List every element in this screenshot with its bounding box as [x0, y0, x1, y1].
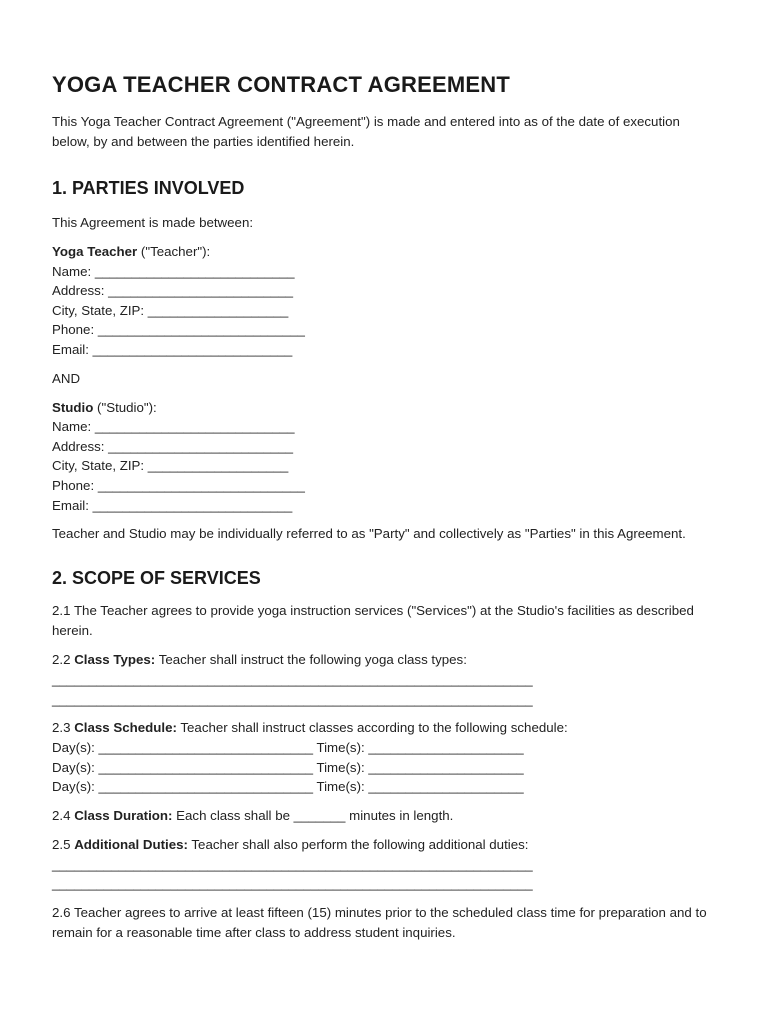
clause-2-5 — [52, 835, 718, 855]
studio-city-field: City, State, ZIP: ___________________ — [52, 458, 289, 474]
clause-2-6: 2.6 Teacher agrees to arrive at least fifteen (15) minutes prior to the scheduled class time for preparation and to remain for a reasonable time after class to address student inquiries. — [52, 904, 707, 940]
studio-name-field: Name: ___________________________ — [52, 419, 295, 435]
studio-phone-field: Phone: ____________________________ — [52, 477, 305, 493]
teacher-heading — [52, 242, 718, 262]
schedule-row: Day(s): _____________________________ Time(s): _____________________ — [52, 740, 524, 756]
teacher-name-field: Name: ___________________________ — [52, 263, 295, 279]
clause-text: Teacher shall also perform the following additional duties: — [187, 836, 529, 852]
document-title: YOGA TEACHER CONTRACT AGREEMENT — [52, 72, 511, 97]
studio-address-field: Address: _________________________ — [52, 438, 294, 454]
collective-definition: Teacher and Studio may be individually referred to as "Party" and collectively as "Parties" in this Agreement. — [52, 526, 686, 542]
studio-email-field: Email: ___________________________ — [52, 497, 293, 513]
clause-2-1: 2.1 The Teacher agrees to provide yoga instruction services ("Services") at the Studio's facilities as described herein. — [52, 603, 694, 639]
clause-2-2 — [52, 650, 718, 670]
studio-block — [52, 398, 718, 516]
studio-heading — [52, 398, 718, 418]
studio-alias: ("Studio"): — [93, 399, 157, 415]
section-heading-scope: 2. SCOPE OF SERVICES — [52, 568, 261, 589]
teacher-email-field: Email: ___________________________ — [52, 341, 293, 357]
additional-duties-lines — [52, 855, 718, 894]
clause-number: 2.2 — [52, 652, 75, 668]
clause-2-3 — [52, 718, 718, 738]
clause-label: Class Types: — [74, 652, 156, 668]
teacher-phone-field: Phone: ____________________________ — [52, 322, 305, 338]
teacher-block — [52, 242, 718, 360]
class-types-lines — [52, 670, 718, 709]
clause-number: 2.5 — [52, 836, 75, 852]
schedule-row: Day(s): _____________________________ Time(s): _____________________ — [52, 779, 524, 795]
clause-text: Each class shall be _______ minutes in length. — [172, 807, 454, 823]
clause-text: Teacher shall instruct the following yoga class types: — [155, 652, 467, 668]
clause-number: 2.4 — [52, 807, 75, 823]
schedule-lines — [52, 738, 718, 797]
clause-label: Class Duration: — [74, 807, 173, 823]
clause-label: Additional Duties: — [74, 836, 188, 852]
teacher-label: Yoga Teacher — [52, 244, 138, 259]
schedule-row: Day(s): _____________________________ Time(s): _____________________ — [52, 759, 524, 775]
clause-label: Class Schedule: — [74, 720, 177, 736]
section-heading-parties: 1. PARTIES INVOLVED — [52, 178, 245, 198]
clause-number: 2.3 — [52, 720, 75, 736]
intro-paragraph: This Yoga Teacher Contract Agreement ("Agreement") is made and entered into as of the date of execution below, by and between the parties identified herein. — [52, 114, 680, 149]
clause-2-4 — [52, 806, 718, 826]
blank-line: _________________________________________________________________ — [52, 876, 533, 892]
made-between-text: This Agreement is made between: — [52, 215, 254, 230]
teacher-city-field: City, State, ZIP: ___________________ — [52, 302, 289, 318]
teacher-address-field: Address: _________________________ — [52, 283, 294, 299]
clause-text: Teacher shall instruct classes according to the following schedule: — [176, 720, 568, 736]
blank-line: _________________________________________________________________ — [52, 691, 533, 707]
blank-line: _________________________________________________________________ — [52, 856, 533, 872]
teacher-alias: ("Teacher"): — [137, 244, 211, 259]
blank-line: _________________________________________________________________ — [52, 672, 533, 688]
and-separator: AND — [52, 370, 81, 386]
studio-label: Studio — [52, 399, 94, 415]
